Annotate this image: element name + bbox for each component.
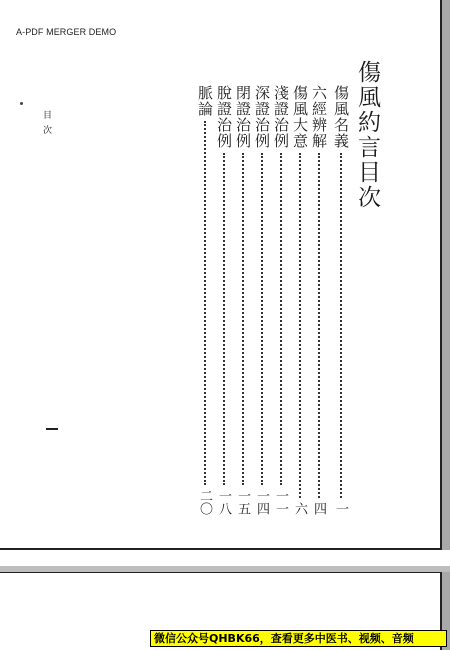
toc-entry-page: 一四: [254, 489, 269, 515]
toc-entry[interactable]: [197, 85, 212, 515]
toc-entry[interactable]: [333, 85, 348, 515]
leader-dots: [318, 153, 320, 498]
next-page-border: [0, 572, 442, 573]
toc-entry[interactable]: [235, 85, 250, 515]
toc-entry[interactable]: [216, 85, 231, 515]
leader-dots: [223, 153, 225, 485]
toc-entry-label: 六經辨解: [310, 85, 328, 149]
toc-entry-page: 二〇: [197, 489, 212, 515]
leader-dots: [280, 153, 282, 485]
document-title: 傷風約言目次: [354, 60, 380, 210]
margin-section-label: 目次: [41, 110, 51, 140]
toc-entry[interactable]: [273, 85, 288, 515]
watermark-text: A-PDF MERGER DEMO: [16, 27, 117, 37]
toc-entry[interactable]: [254, 85, 269, 515]
leader-dots: [299, 153, 301, 498]
toc-entry-page: 一: [333, 502, 348, 515]
toc-entry-label: 脈論: [196, 85, 214, 117]
leader-dots: [261, 153, 263, 485]
folio-mark: [46, 428, 58, 430]
leader-dots: [204, 121, 206, 485]
toc-entry-page: 一五: [235, 489, 250, 515]
toc-entry-label: 傷風名義: [332, 85, 350, 149]
toc-entry-label: 脫證治例: [215, 85, 233, 149]
toc-entry[interactable]: [311, 85, 326, 515]
page-shadow: [442, 0, 450, 566]
toc-entry-page: 六: [292, 502, 307, 515]
toc-entry-page: 四: [311, 502, 326, 515]
toc-entry-label: 深證治例: [253, 85, 271, 149]
toc-entry-page: 一一: [273, 489, 288, 515]
toc-entry-label: 傷風大意: [291, 85, 309, 149]
toc-entry-label: 淺證治例: [272, 85, 290, 149]
leader-dots: [340, 153, 342, 498]
scan-speck: [20, 102, 23, 105]
toc-entry[interactable]: [292, 85, 307, 515]
toc-entry-page: 一八: [216, 489, 231, 515]
toc-entry-label: 閉證治例: [234, 85, 252, 149]
promo-banner[interactable]: 微信公众号QHBK66，查看更多中医书、视频、音频: [150, 630, 447, 647]
leader-dots: [242, 153, 244, 485]
